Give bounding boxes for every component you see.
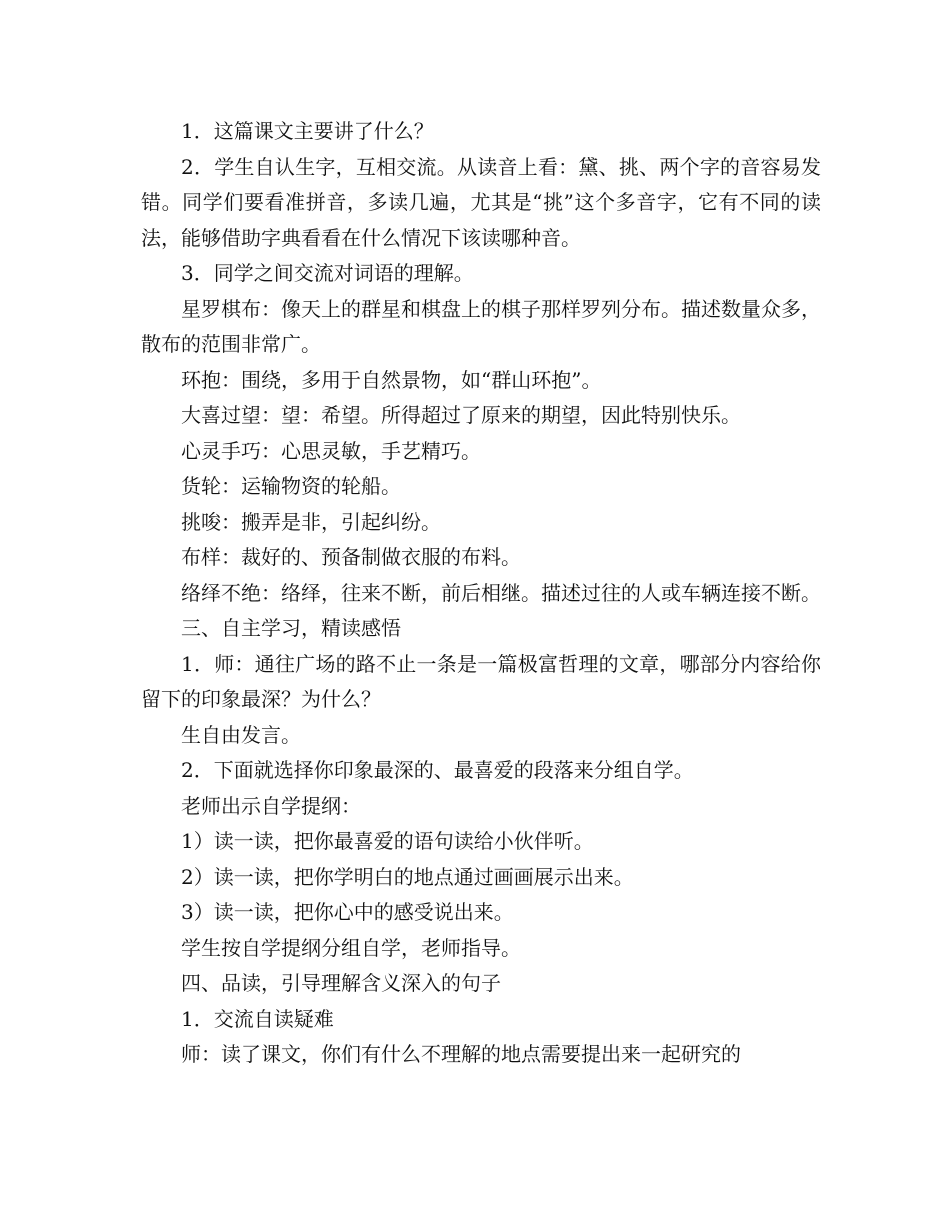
paragraph-teacher-question: 1．师：通往广场的路不止一条是一篇极富哲理的文章，哪部分内容给你留下的印象最深？为什么？ xyxy=(141,651,821,711)
paragraph-definition-daxiguowang: 大喜过望：望：希望。所得超过了原来的期望，因此特别快乐。 xyxy=(181,403,741,427)
paragraph-outline-intro: 老师出示自学提纲： xyxy=(181,793,361,818)
paragraph-group-study: 2．下面就选择你印象最深的、最喜爱的段落来分组自学。 xyxy=(181,758,694,782)
paragraph-student-speak: 生自由发言。 xyxy=(181,722,301,747)
document-body xyxy=(141,114,821,1073)
section-heading-close-reading: 四、品读，引导理解含义深入的句子 xyxy=(181,971,501,995)
paragraph-definition-tiaosuo: 挑唆：搬弄是非，引起纠纷。 xyxy=(181,509,441,534)
paragraph-definition-huanbao: 环抱：围绕，多用于自然景物，如“群山环抱”。 xyxy=(181,367,602,392)
paragraph-definition-xingluoqibu: 星罗棋布：像天上的群星和棋盘上的棋子那样罗列分布。描述数量众多，散布的范围非常广。 xyxy=(141,296,821,356)
outline-item-3: 3）读一读，把你心中的感受说出来。 xyxy=(181,900,514,924)
paragraph-definition-luoyibujue: 络绎不绝：络绎，往来不断，前后相继。描述过往的人或车辆连接不断。 xyxy=(181,580,821,605)
paragraph-definition-buyang: 布样：裁好的、预备制做衣服的布料。 xyxy=(181,545,521,569)
paragraph-definition-xinlingshouqiao: 心灵手巧：心思灵敏，手艺精巧。 xyxy=(181,438,481,463)
paragraph-students-study: 学生按自学提纲分组自学，老师指导。 xyxy=(181,935,521,960)
section-heading-self-study: 三、自主学习，精读感悟 xyxy=(181,616,401,640)
paragraph-word-exchange: 3．同学之间交流对词语的理解。 xyxy=(181,261,474,285)
paragraph-new-characters: 2．学生自认生字，互相交流。从读音上看：黛、挑、两个字的音容易发错。同学们要看准拼音，多读几遍，尤其是“挑”这个多音字，它有不同的读法，能够借助字典看看在什么情况下该读哪种音。 xyxy=(141,154,821,250)
paragraph-definition-huolun: 货轮：运输物资的轮船。 xyxy=(181,474,401,498)
outline-item-1: 1）读一读，把你最喜爱的语句读给小伙伴听。 xyxy=(181,829,594,853)
outline-item-2: 2）读一读，把你学明白的地点通过画画展示出来。 xyxy=(181,864,634,889)
paragraph-teacher-prompt: 师：读了课文，你们有什么不理解的地点需要提出来一起研究的 xyxy=(181,1042,741,1066)
paragraph-question-main-idea: 1．这篇课文主要讲了什么？ xyxy=(181,119,434,143)
paragraph-exchange-difficulties: 1．交流自读疑难 xyxy=(181,1006,334,1031)
